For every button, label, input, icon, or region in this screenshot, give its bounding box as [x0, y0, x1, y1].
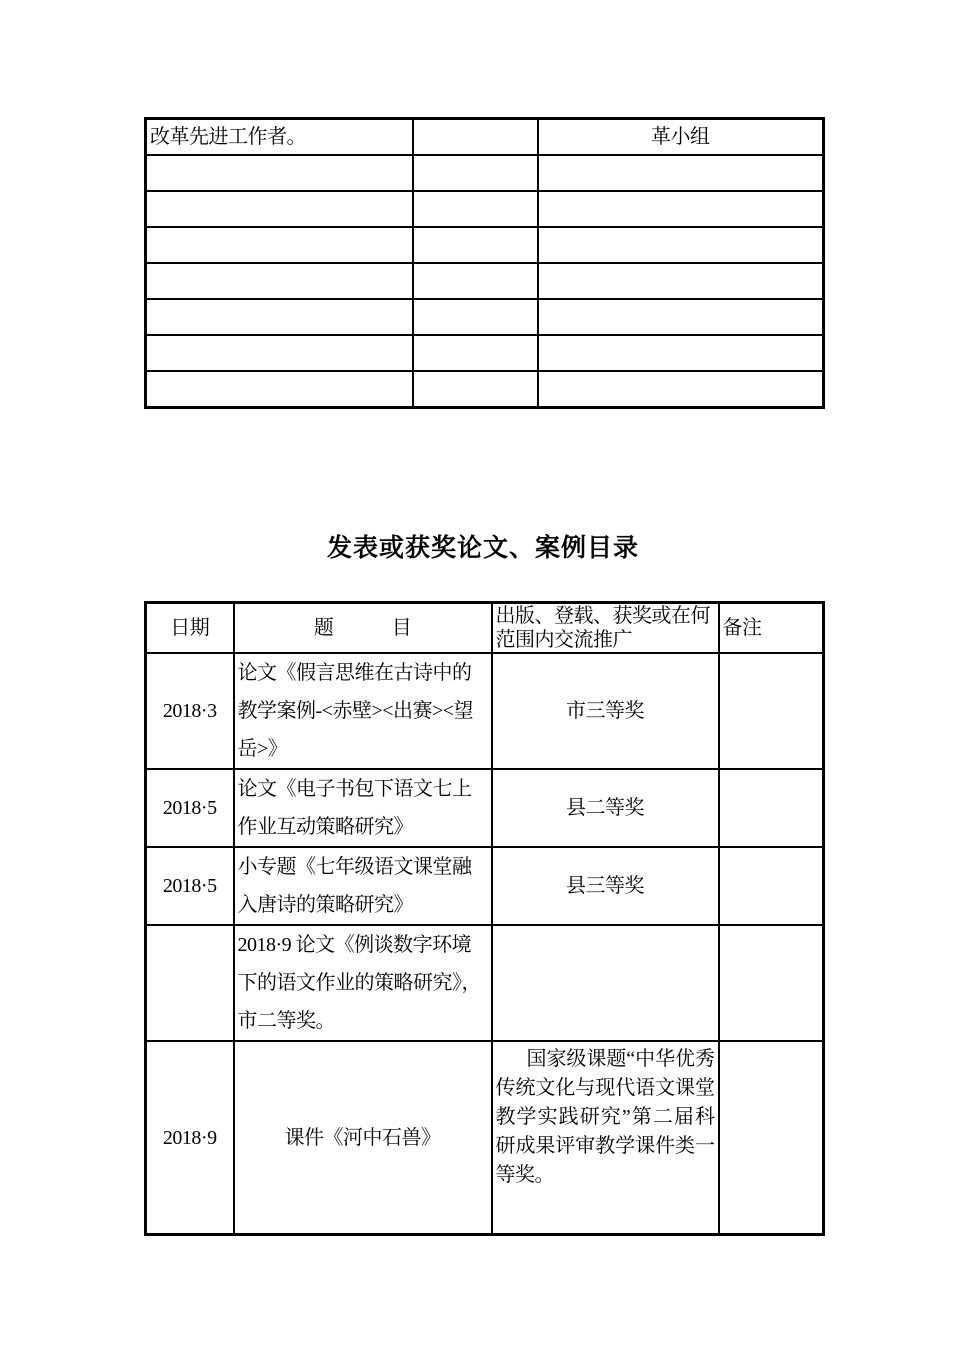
empty-cell — [538, 155, 824, 191]
title-cell: 小专题《七年级语文课堂融入唐诗的策略研究》 — [234, 847, 492, 925]
empty-cell — [538, 371, 824, 408]
table-row — [146, 769, 824, 847]
title-cell: 论文《假言思维在古诗中的教学案例-<赤壁><出赛><望岳>》 — [234, 653, 492, 769]
empty-cell — [146, 191, 413, 227]
empty-cell — [413, 263, 538, 299]
table-row — [146, 335, 824, 371]
table-row — [146, 155, 824, 191]
table-row — [146, 299, 824, 335]
note-cell — [719, 653, 824, 769]
empty-cell — [538, 227, 824, 263]
empty-cell — [413, 191, 538, 227]
table-row — [146, 1041, 824, 1235]
award-cell: 县三等奖 — [492, 847, 719, 925]
title-cell: 论文《电子书包下语文七上作业互动策略研究》 — [234, 769, 492, 847]
empty-cell — [146, 335, 413, 371]
empty-cell — [413, 227, 538, 263]
award-cell — [492, 925, 719, 1041]
empty-cell — [413, 299, 538, 335]
table-row — [146, 263, 824, 299]
date-cell: 2018·5 — [146, 847, 234, 925]
table-row — [146, 925, 824, 1041]
award-cell: 国家级课题“中华优秀传统文化与现代语文课堂教学实践研究”第二届科研成果评审教学课件类一等奖。 — [492, 1041, 719, 1235]
empty-cell — [538, 263, 824, 299]
empty-cell — [413, 335, 538, 371]
note-cell — [719, 1041, 824, 1235]
award-cell: 市三等奖 — [492, 653, 719, 769]
title-cell: 课件《河中石兽》 — [234, 1041, 492, 1235]
table-row — [146, 653, 824, 769]
continuation-table — [144, 117, 825, 409]
header-publication: 出版、登载、获奖或在何范围内交流推广 — [492, 603, 719, 654]
award-cell: 县二等奖 — [492, 769, 719, 847]
empty-cell — [538, 299, 824, 335]
date-cell: 2018·9 — [146, 1041, 234, 1235]
empty-cell — [413, 155, 538, 191]
note-cell — [719, 769, 824, 847]
date-cell: 2018·3 — [146, 653, 234, 769]
table-row — [146, 847, 824, 925]
empty-cell — [538, 335, 824, 371]
papers-table — [144, 601, 825, 1236]
table-row — [146, 371, 824, 408]
header-notes: 备注 — [719, 603, 824, 654]
empty-cell — [413, 371, 538, 408]
header-title: 题 目 — [234, 603, 492, 654]
continuation-text-cell: 改革先进工作者。 — [146, 119, 413, 156]
empty-cell — [413, 119, 538, 156]
table-row — [146, 119, 824, 156]
empty-cell — [146, 155, 413, 191]
date-cell — [146, 925, 234, 1041]
empty-cell — [146, 263, 413, 299]
note-cell — [719, 847, 824, 925]
title-cell: 2018·9 论文《例谈数字环境下的语文作业的策略研究》，市二等奖。 — [234, 925, 492, 1041]
continuation-group-cell: 革小组 — [538, 119, 824, 156]
date-cell: 2018·5 — [146, 769, 234, 847]
empty-cell — [538, 191, 824, 227]
note-cell — [719, 925, 824, 1041]
table-row — [146, 227, 824, 263]
section-title: 发表或获奖论文、案例目录 — [326, 535, 639, 562]
empty-cell — [146, 371, 413, 408]
header-date: 日期 — [146, 603, 234, 654]
table-row — [146, 191, 824, 227]
empty-cell — [146, 299, 413, 335]
empty-cell — [146, 227, 413, 263]
papers-header-row — [146, 603, 824, 654]
